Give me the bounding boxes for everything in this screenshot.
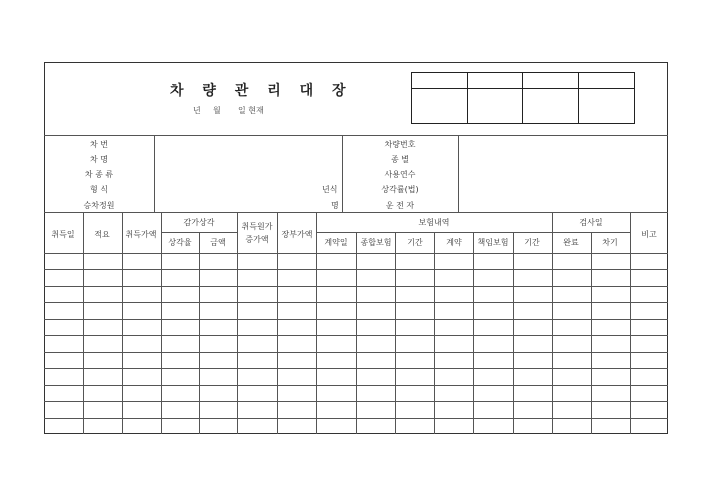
approval-cell [523, 89, 579, 123]
approval-cell [468, 73, 524, 89]
approval-cell [412, 73, 468, 89]
header-remarks: 비고 [641, 230, 657, 239]
info-divider [342, 135, 343, 212]
approval-cell [579, 73, 635, 89]
info-top-border [44, 135, 668, 136]
column-line [473, 232, 474, 434]
approval-cell [468, 89, 524, 123]
column-line [434, 232, 435, 434]
depreciation-rate-law-label: 상각률(법) [381, 185, 419, 194]
column-line [122, 212, 123, 434]
column-line [630, 212, 631, 434]
month-label: 월 [213, 106, 221, 115]
header-liability-insurance: 책임보험 [477, 238, 509, 247]
model-year-unit: 년식 [322, 185, 338, 194]
column-line [552, 212, 553, 434]
header-completed: 완료 [563, 238, 579, 247]
header-acquisition-price: 취득가액 [125, 230, 157, 239]
header-comprehensive-insurance: 종합보험 [360, 238, 392, 247]
document-title: 차 량 관 리 대 장 [170, 83, 353, 99]
table-top-border [44, 212, 668, 213]
header-period: 기간 [407, 238, 423, 247]
header-depreciation-rate: 상각율 [168, 238, 192, 247]
header-depreciation: 감가상각 [183, 218, 215, 227]
vehicle-no-label: 차 번 [90, 140, 108, 149]
approval-stamp-box [411, 72, 635, 124]
column-line [161, 212, 162, 434]
header-contract: 계약 [446, 238, 462, 247]
header-period-2: 기간 [524, 238, 540, 247]
capacity-label: 승차정원 [83, 201, 115, 210]
header-amount: 금액 [210, 238, 226, 247]
approval-cell [412, 89, 468, 123]
year-label: 년 [193, 106, 201, 115]
info-divider [154, 135, 155, 212]
header-summary: 적요 [94, 230, 110, 239]
column-line [316, 212, 317, 434]
column-line [356, 232, 357, 434]
vehicle-type-label: 차 종 류 [84, 170, 114, 179]
approval-cell [579, 89, 635, 123]
header-book-value: 장부가액 [281, 230, 313, 239]
approval-cell [523, 73, 579, 89]
header-next: 차기 [602, 238, 618, 247]
column-line [277, 212, 278, 434]
plate-number-label: 차량번호 [384, 140, 416, 149]
person-unit: 명 [331, 201, 339, 210]
service-years-label: 사용연수 [384, 170, 416, 179]
column-line [199, 232, 200, 434]
header-cost-change-1: 취득원가 [241, 222, 273, 231]
column-line [395, 232, 396, 434]
info-divider [458, 135, 459, 212]
header-acquisition-date: 취득일 [51, 230, 75, 239]
column-line [513, 232, 514, 434]
column-line [237, 212, 238, 434]
model-label: 형 식 [90, 185, 108, 194]
header-insurance: 보험내역 [418, 218, 450, 227]
category-label: 종 별 [391, 155, 409, 164]
column-line [591, 232, 592, 434]
day-current-label: 일 현재 [238, 106, 264, 115]
vehicle-name-label: 차 명 [90, 155, 108, 164]
driver-label: 운 전 자 [385, 201, 415, 210]
header-cost-change-2: 증가액 [245, 235, 269, 244]
header-inspection: 검사일 [579, 218, 603, 227]
header-contract-date: 계약일 [324, 238, 348, 247]
column-line [83, 212, 84, 434]
